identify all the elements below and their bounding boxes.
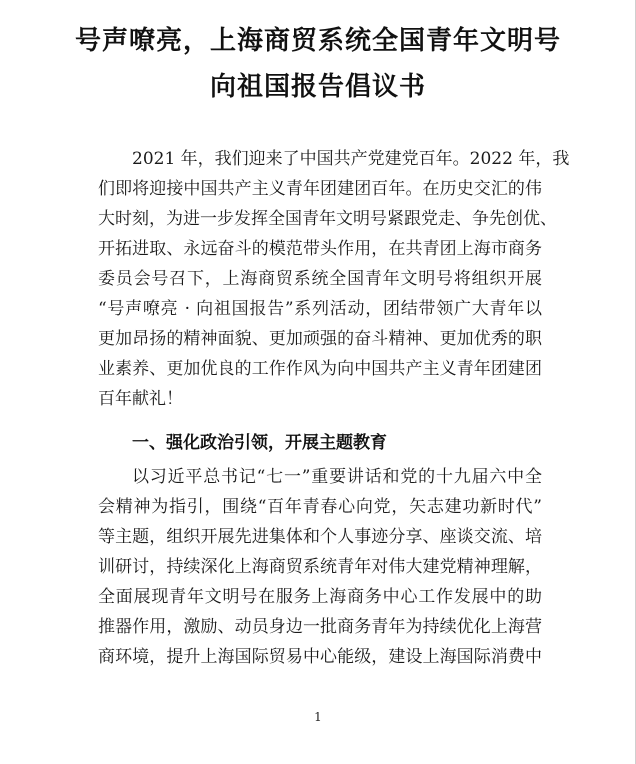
paragraph-1-line: 们即将迎接中国共产主义青年团建团百年。在历史交汇的伟 bbox=[98, 179, 542, 199]
paragraph-1-line: 开拓进取、永远奋斗的模范带头作用，在共青团上海市商务 bbox=[98, 239, 542, 259]
paragraph-1-line: “号声嘹亮 · 向祖国报告”系列活动，团结带领广大青年以 bbox=[98, 299, 542, 319]
paragraph-1-line: 大时刻，为进一步发挥全国青年文明号紧跟党走、争先创优、 bbox=[98, 209, 557, 229]
paragraph-1-line: 百年献礼！ bbox=[98, 389, 183, 409]
paragraph-1-line: 业素养、更加优良的工作作风为向中国共产主义青年团建团 bbox=[98, 359, 542, 379]
page-number: 1 bbox=[314, 710, 322, 724]
paragraph-1-line: 更加昂扬的精神面貌、更加顽强的奋斗精神、更加优秀的职 bbox=[98, 329, 542, 349]
paragraph-2-line: 等主题，组织开展先进集体和个人事迹分享、座谈交流、培 bbox=[98, 527, 542, 547]
paragraph-2-line: 全面展现青年文明号在服务上海商务中心工作发展中的助 bbox=[98, 587, 542, 607]
document-title-line-2: 向祖国报告倡议书 bbox=[209, 72, 426, 102]
paragraph-2-line: 会精神为指引，围绕“百年青春心向党，矢志建功新时代” bbox=[98, 497, 542, 517]
paragraph-2-line: 推器作用，激励、动员身边一批商务青年为持续优化上海营 bbox=[98, 617, 542, 637]
paragraph-1-line: 委员会号召下，上海商贸系统全国青年文明号将组织开展 bbox=[98, 269, 542, 289]
paragraph-2-line: 商环境，提升上海国际贸易中心能级，建设上海国际消费中 bbox=[98, 647, 542, 667]
paragraph-2-line: 训研讨，持续深化上海商贸系统青年对伟大建党精神理解， bbox=[98, 557, 542, 577]
document-title-line-1: 号声嘹亮，上海商贸系统全国青年文明号 bbox=[74, 26, 561, 56]
paragraph-2-line: 以习近平总书记“七一”重要讲话和党的十九届六中全 bbox=[132, 467, 542, 487]
section-1-heading: 一、强化政治引领，开展主题教育 bbox=[132, 433, 387, 453]
paragraph-1-line: 2021 年，我们迎来了中国共产党建党百年。2022 年，我 bbox=[132, 149, 570, 169]
